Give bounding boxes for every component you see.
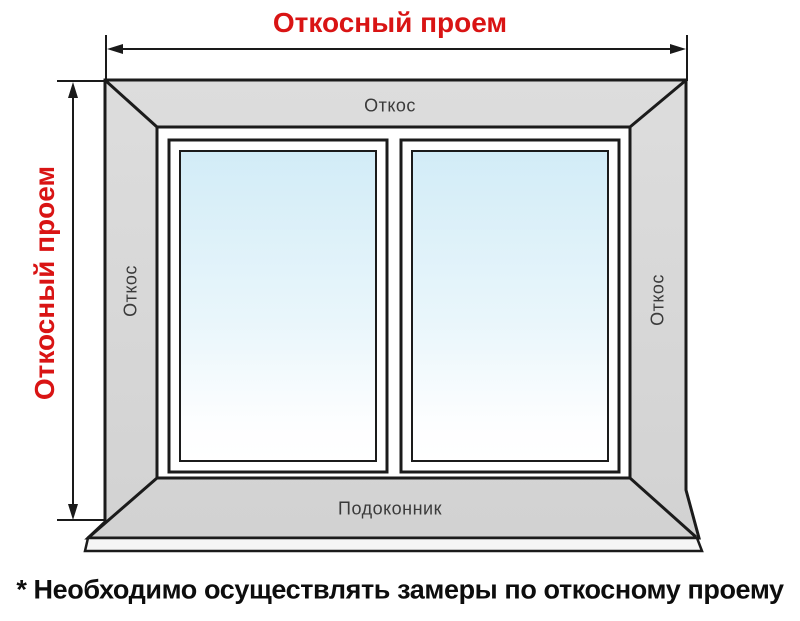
left-dimension-label: Откосный проем (29, 165, 60, 401)
left-glass-pane (180, 151, 376, 461)
measurement-footnote: * Необходимо осуществлять замеры по откосному проему (16, 574, 784, 605)
up-arrowhead-icon (68, 82, 78, 98)
horizontal-dimension (106, 35, 687, 81)
right-arrowhead-icon (670, 44, 686, 54)
slope-label-top: Откос (364, 95, 416, 116)
top-dimension-label: Откосный проем (272, 7, 508, 38)
down-arrowhead-icon (68, 504, 78, 520)
slope-label-left: Откос (120, 265, 141, 317)
left-arrowhead-icon (107, 44, 123, 54)
windowsill-front-edge (85, 538, 702, 551)
windowsill-label: Подоконник (338, 498, 442, 519)
right-glass-pane (412, 151, 608, 461)
vertical-dimension (57, 81, 106, 520)
slope-label-right: Откос (647, 274, 668, 326)
